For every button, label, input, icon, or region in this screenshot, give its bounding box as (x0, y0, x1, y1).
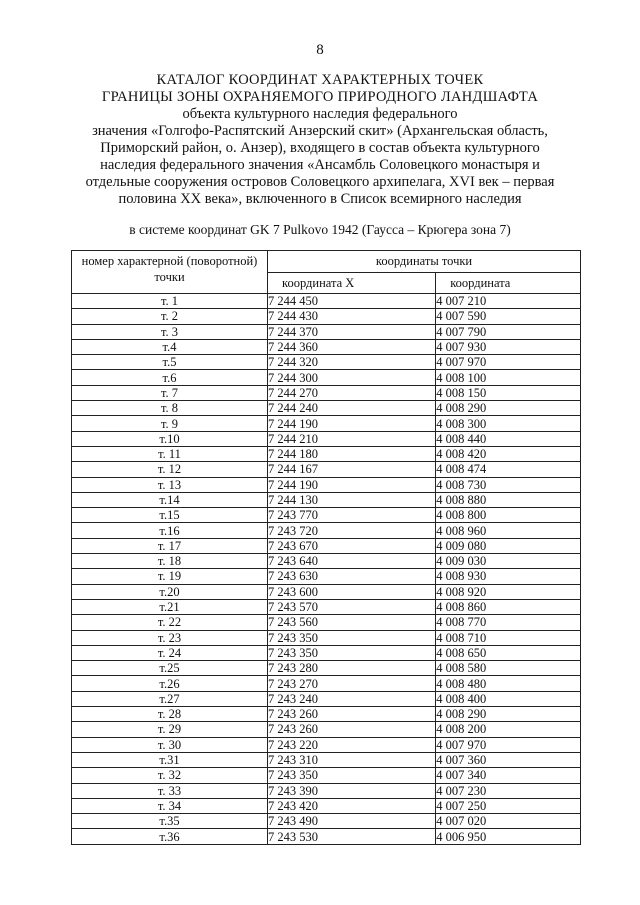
table-row (72, 538, 581, 553)
point-cell: т. 17 (72, 538, 268, 553)
table-row (72, 462, 581, 477)
point-cell: т. 13 (72, 477, 268, 492)
coordinate-y-cell: 4 008 300 (436, 416, 581, 431)
coordinate-x-cell: 7 243 770 (268, 508, 436, 523)
point-cell: т. 12 (72, 462, 268, 477)
table-row (72, 707, 581, 722)
coordinate-x-cell: 7 243 390 (268, 783, 436, 798)
coordinate-y-cell: 4 008 650 (436, 645, 581, 660)
coordinate-y-cell: 4 008 860 (436, 599, 581, 614)
table-row (72, 569, 581, 584)
point-cell: т. 11 (72, 446, 268, 461)
table-row (72, 599, 581, 614)
point-cell: т.4 (72, 339, 268, 354)
coordinate-y-cell: 4 007 590 (436, 309, 581, 324)
point-cell: т. 18 (72, 554, 268, 569)
point-cell: т. 32 (72, 768, 268, 783)
coordinate-y-cell: 4 007 360 (436, 752, 581, 767)
header-point-number: номер характерной (поворотной) точки (72, 251, 268, 294)
coordinate-x-cell: 7 243 630 (268, 569, 436, 584)
point-cell: т. 8 (72, 401, 268, 416)
coordinate-y-cell: 4 008 880 (436, 492, 581, 507)
coordinate-y-cell: 4 008 200 (436, 722, 581, 737)
table-row (72, 446, 581, 461)
point-cell: т. 30 (72, 737, 268, 752)
coordinate-y-cell: 4 008 440 (436, 431, 581, 446)
point-cell: т. 28 (72, 707, 268, 722)
table-row (72, 630, 581, 645)
coordinate-x-cell: 7 243 310 (268, 752, 436, 767)
table-row (72, 523, 581, 538)
table-row (72, 676, 581, 691)
coordinate-y-cell: 4 007 970 (436, 355, 581, 370)
coordinate-x-cell: 7 243 640 (268, 554, 436, 569)
coordinate-y-cell: 4 008 770 (436, 615, 581, 630)
coordinate-x-cell: 7 244 190 (268, 477, 436, 492)
title-line-1: КАТАЛОГ КООРДИНАТ ХАРАКТЕРНЫХ ТОЧЕК (156, 72, 484, 88)
table-row (72, 615, 581, 630)
coordinate-x-cell: 7 244 270 (268, 385, 436, 400)
point-cell: т.31 (72, 752, 268, 767)
title-line-7: отдельные сооружения островов Соловецкого архипелага, XVI век – первая (85, 174, 555, 190)
coordinate-x-cell: 7 243 350 (268, 645, 436, 660)
coordinate-x-cell: 7 244 210 (268, 431, 436, 446)
table-row (72, 829, 581, 844)
coordinate-x-cell: 7 244 320 (268, 355, 436, 370)
coordinate-y-cell: 4 007 230 (436, 783, 581, 798)
point-cell: т.27 (72, 691, 268, 706)
coordinate-y-cell: 4 007 970 (436, 737, 581, 752)
table-row (72, 294, 581, 309)
coordinate-y-cell: 4 008 474 (436, 462, 581, 477)
table-row (72, 339, 581, 354)
point-cell: т. 7 (72, 385, 268, 400)
table-row (72, 752, 581, 767)
point-cell: т. 24 (72, 645, 268, 660)
coordinate-y-cell: 4 007 020 (436, 814, 581, 829)
coordinate-system-note: в системе координат GK 7 Pulkovo 1942 (Гаусса – Крюгера зона 7) (129, 222, 511, 237)
coordinate-x-cell: 7 243 280 (268, 661, 436, 676)
coordinate-y-cell: 4 007 930 (436, 339, 581, 354)
coordinate-x-cell: 7 243 670 (268, 538, 436, 553)
table-row (72, 370, 581, 385)
coordinate-y-cell: 4 008 420 (436, 446, 581, 461)
coordinate-x-cell: 7 243 220 (268, 737, 436, 752)
point-cell: т.21 (72, 599, 268, 614)
coordinate-x-cell: 7 243 570 (268, 599, 436, 614)
coordinate-y-cell: 4 008 800 (436, 508, 581, 523)
table-body (72, 294, 581, 845)
title-line-8: половина XX века», включенного в Список всемирного наследия (118, 191, 522, 207)
coordinate-x-cell: 7 244 370 (268, 324, 436, 339)
point-cell: т. 34 (72, 798, 268, 813)
coordinate-x-cell: 7 244 430 (268, 309, 436, 324)
table-row (72, 661, 581, 676)
table-row (72, 416, 581, 431)
coordinate-y-cell: 4 008 920 (436, 584, 581, 599)
table-row (72, 492, 581, 507)
point-cell: т.35 (72, 814, 268, 829)
table-row (72, 814, 581, 829)
point-cell: т.14 (72, 492, 268, 507)
coordinate-x-cell: 7 244 180 (268, 446, 436, 461)
point-cell: т.36 (72, 829, 268, 844)
coordinate-y-cell: 4 007 210 (436, 294, 581, 309)
coordinate-y-cell: 4 007 250 (436, 798, 581, 813)
header-coordinate-y: координата (436, 272, 581, 294)
point-cell: т. 3 (72, 324, 268, 339)
table-row (72, 309, 581, 324)
coordinate-y-cell: 4 008 150 (436, 385, 581, 400)
page-number: 8 (316, 42, 324, 58)
title-line-5: Приморский район, о. Анзер), входящего в состав объекта культурного (100, 140, 540, 156)
point-cell: т.26 (72, 676, 268, 691)
document-title (70, 72, 570, 208)
coordinate-x-cell: 7 244 130 (268, 492, 436, 507)
table-row (72, 798, 581, 813)
coordinate-x-cell: 7 243 600 (268, 584, 436, 599)
point-cell: т. 22 (72, 615, 268, 630)
coordinate-x-cell: 7 243 560 (268, 615, 436, 630)
table-row (72, 508, 581, 523)
table-row (72, 431, 581, 446)
table-row (72, 401, 581, 416)
point-cell: т.10 (72, 431, 268, 446)
title-line-4: значения «Голгофо-Распятский Анзерский скит» (Архангельская область, (92, 123, 548, 139)
coordinate-x-cell: 7 243 490 (268, 814, 436, 829)
coordinate-y-cell: 4 008 930 (436, 569, 581, 584)
coordinate-x-cell: 7 244 300 (268, 370, 436, 385)
coordinate-x-cell: 7 244 240 (268, 401, 436, 416)
coordinate-x-cell: 7 243 350 (268, 630, 436, 645)
coordinate-x-cell: 7 243 530 (268, 829, 436, 844)
coordinate-y-cell: 4 009 080 (436, 538, 581, 553)
coordinate-y-cell: 4 008 580 (436, 661, 581, 676)
title-line-2: ГРАНИЦЫ ЗОНЫ ОХРАНЯЕМОГО ПРИРОДНОГО ЛАНДШАФТА (101, 89, 539, 105)
coordinate-y-cell: 4 008 730 (436, 477, 581, 492)
coordinate-x-cell: 7 244 450 (268, 294, 436, 309)
coordinate-x-cell: 7 243 260 (268, 722, 436, 737)
coordinate-y-cell: 4 007 790 (436, 324, 581, 339)
point-cell: т. 9 (72, 416, 268, 431)
point-cell: т.6 (72, 370, 268, 385)
table-row (72, 355, 581, 370)
point-cell: т. 2 (72, 309, 268, 324)
point-cell: т.25 (72, 661, 268, 676)
coordinate-y-cell: 4 006 950 (436, 829, 581, 844)
coordinate-y-cell: 4 009 030 (436, 554, 581, 569)
coordinate-y-cell: 4 008 290 (436, 707, 581, 722)
coordinate-y-cell: 4 008 100 (436, 370, 581, 385)
table-row (72, 477, 581, 492)
coordinate-x-cell: 7 244 360 (268, 339, 436, 354)
coordinate-y-cell: 4 007 340 (436, 768, 581, 783)
coordinate-x-cell: 7 243 350 (268, 768, 436, 783)
point-cell: т. 1 (72, 294, 268, 309)
table-row (72, 645, 581, 660)
table-row (72, 691, 581, 706)
header-coordinate-x: координата Х (268, 272, 436, 294)
table-row (72, 783, 581, 798)
table-row (72, 722, 581, 737)
coordinate-y-cell: 4 008 400 (436, 691, 581, 706)
point-cell: т. 29 (72, 722, 268, 737)
coordinate-x-cell: 7 243 240 (268, 691, 436, 706)
coordinate-y-cell: 4 008 960 (436, 523, 581, 538)
coordinate-x-cell: 7 243 420 (268, 798, 436, 813)
coordinate-x-cell: 7 244 190 (268, 416, 436, 431)
point-cell: т. 19 (72, 569, 268, 584)
title-line-6: наследия федерального значения «Ансамбль Соловецкого монастыря и (100, 157, 540, 173)
coordinate-x-cell: 7 243 720 (268, 523, 436, 538)
coordinate-y-cell: 4 008 710 (436, 630, 581, 645)
point-cell: т.20 (72, 584, 268, 599)
point-cell: т. 33 (72, 783, 268, 798)
point-cell: т.5 (72, 355, 268, 370)
point-cell: т.15 (72, 508, 268, 523)
coordinates-table (71, 250, 581, 845)
table-row (72, 584, 581, 599)
point-cell: т.16 (72, 523, 268, 538)
table-row (72, 768, 581, 783)
title-line-3: объекта культурного наследия федерального (182, 106, 458, 122)
coordinate-x-cell: 7 243 260 (268, 707, 436, 722)
coordinate-x-cell: 7 244 167 (268, 462, 436, 477)
table-row (72, 385, 581, 400)
point-cell: т. 23 (72, 630, 268, 645)
table-row (72, 737, 581, 752)
coordinate-y-cell: 4 008 480 (436, 676, 581, 691)
header-coordinates: координаты точки (268, 251, 581, 273)
table-row (72, 324, 581, 339)
table-row (72, 554, 581, 569)
coordinate-y-cell: 4 008 290 (436, 401, 581, 416)
coordinate-x-cell: 7 243 270 (268, 676, 436, 691)
